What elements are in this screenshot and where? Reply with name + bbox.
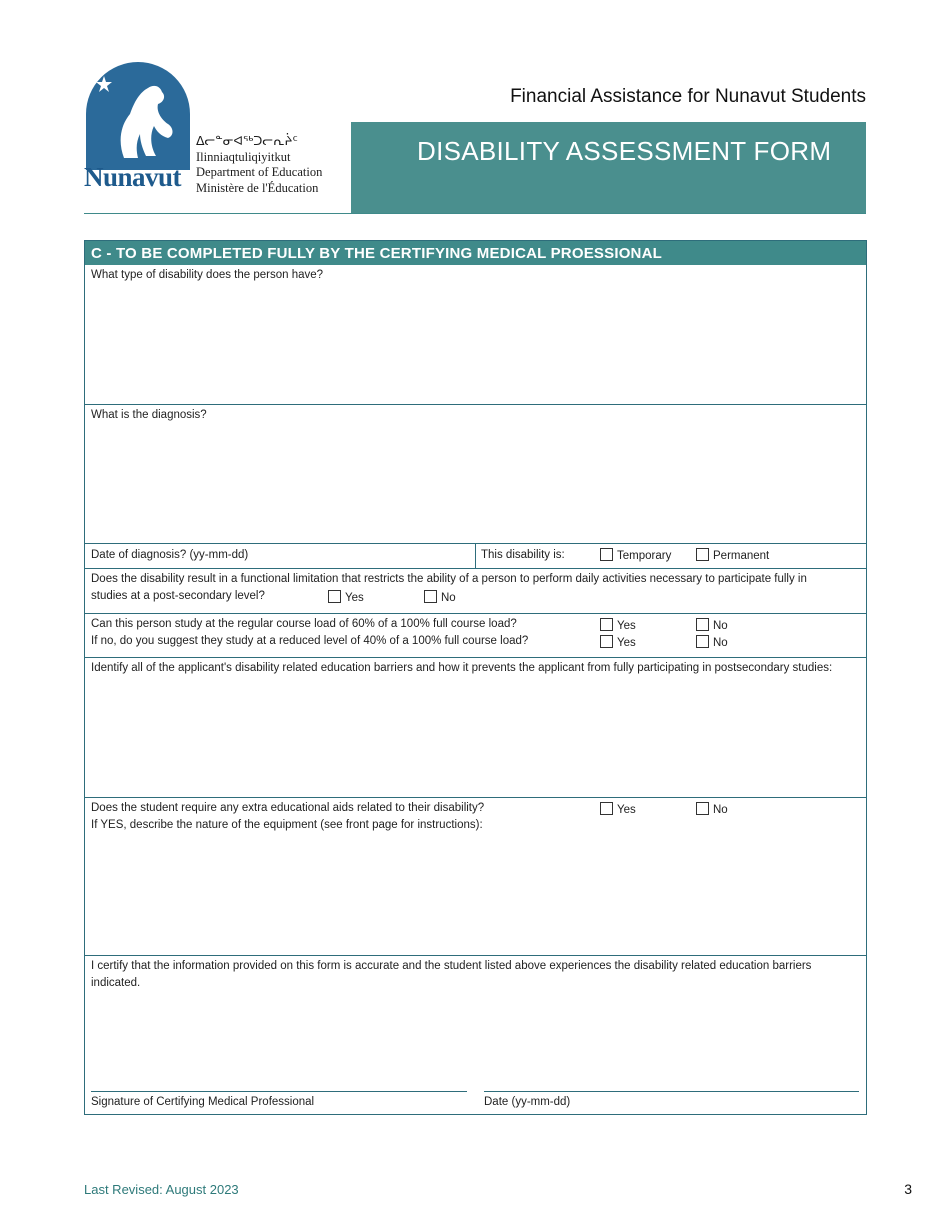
functional-yes-option[interactable] <box>328 590 364 604</box>
last-revised: Last Revised: August 2023 <box>84 1182 239 1197</box>
no-label: No <box>713 637 728 649</box>
aids-yes-option[interactable] <box>600 802 636 816</box>
section-heading: C - TO BE COMPLETED FULLY BY THE CERTIFYING MEDICAL PROESSIONAL <box>85 241 866 265</box>
certify-line2: indicated. <box>91 977 141 989</box>
aids-no-option[interactable] <box>696 802 728 816</box>
date-and-duration-row <box>85 543 866 568</box>
polar-bear-emblem-icon <box>84 62 194 172</box>
department-name <box>196 134 322 196</box>
yes-label: Yes <box>345 592 364 604</box>
disability-type-label: What type of disability does the person have? <box>91 269 324 281</box>
logo-wordmark: Nunavut <box>84 162 182 192</box>
yes-label: Yes <box>617 637 636 649</box>
header-divider <box>84 213 866 214</box>
diagnosis-label: What is the diagnosis? <box>91 409 207 421</box>
load60-yes-option[interactable] <box>600 618 636 632</box>
educational-aids-line1: Does the student require any extra educational aids related to their disability? <box>91 802 485 814</box>
load60-no-option[interactable] <box>696 618 728 632</box>
no-label: No <box>713 620 728 632</box>
load40-no-checkbox[interactable] <box>696 635 709 648</box>
temporary-checkbox[interactable] <box>600 548 613 561</box>
education-barriers-label: Identify all of the applicant's disability related education barriers and how it prevents the applicant from fully participating in postsecondary studies: <box>91 662 833 674</box>
permanent-option[interactable] <box>696 548 769 562</box>
signature-line[interactable] <box>91 1091 467 1092</box>
temporary-label: Temporary <box>617 550 672 562</box>
permanent-label: Permanent <box>713 550 770 562</box>
date-label: Date (yy-mm-dd) <box>484 1096 571 1108</box>
org-french: Ministère de l'Éducation <box>196 180 319 195</box>
load40-no-option[interactable] <box>696 635 728 649</box>
load60-yes-checkbox[interactable] <box>600 618 613 631</box>
temporary-option[interactable] <box>600 548 671 562</box>
functional-limitation-line2: studies at a post-secondary level? <box>91 590 265 602</box>
load40-yes-checkbox[interactable] <box>600 635 613 648</box>
program-title: Financial Assistance for Nunavut Students <box>510 86 866 107</box>
yes-label: Yes <box>617 620 636 632</box>
certify-line1: I certify that the information provided on this form is accurate and the student listed above experiences the disability related education barriers <box>91 960 812 972</box>
row-divider <box>475 544 476 568</box>
org-english: Department of Education <box>196 165 323 179</box>
load40-yes-option[interactable] <box>600 635 636 649</box>
no-label: No <box>713 804 728 816</box>
diagnosis-field[interactable] <box>85 404 866 543</box>
medical-certification-form <box>84 240 867 1115</box>
aids-yes-checkbox[interactable] <box>600 802 613 815</box>
functional-no-option[interactable] <box>424 590 456 604</box>
education-barriers-field[interactable] <box>85 657 866 797</box>
educational-aids-line2: If YES, describe the nature of the equipment (see front page for instructions): <box>91 819 483 831</box>
course-load-60-label: Can this person study at the regular course load of 60% of a 100% full course load? <box>91 618 517 630</box>
date-of-diagnosis-label: Date of diagnosis? (yy-mm-dd) <box>91 549 249 561</box>
disability-type-field[interactable] <box>85 265 866 404</box>
org-syllabics: ᐃᓕᓐᓂᐊᖅᑐᓕᕆᔩᑦ <box>196 134 298 148</box>
certification-block <box>85 955 866 1114</box>
course-load-row <box>85 613 866 657</box>
no-label: No <box>441 592 456 604</box>
course-load-40-label: If no, do you suggest they study at a reduced level of 40% of a 100% full course load? <box>91 635 529 647</box>
permanent-checkbox[interactable] <box>696 548 709 561</box>
disability-is-label: This disability is: <box>481 549 565 561</box>
load60-no-checkbox[interactable] <box>696 618 709 631</box>
page-number: 3 <box>904 1181 912 1197</box>
form-title: DISABILITY ASSESSMENT FORM <box>417 136 832 166</box>
yes-label: Yes <box>617 804 636 816</box>
nunavut-logo <box>84 62 350 212</box>
functional-limitation-line1: Does the disability result in a functional limitation that restricts the ability of a person to perform daily activities necessary to participate fully in <box>91 573 807 585</box>
form-title-band <box>351 122 866 214</box>
date-line[interactable] <box>484 1091 859 1092</box>
org-inuinnaqtun: Ilinniaqtuliqiyitkut <box>196 149 291 164</box>
functional-limitation-row <box>85 568 866 613</box>
educational-aids-field[interactable] <box>85 797 866 955</box>
functional-yes-checkbox[interactable] <box>328 590 341 603</box>
aids-no-checkbox[interactable] <box>696 802 709 815</box>
functional-no-checkbox[interactable] <box>424 590 437 603</box>
signature-label: Signature of Certifying Medical Professional <box>91 1096 315 1108</box>
